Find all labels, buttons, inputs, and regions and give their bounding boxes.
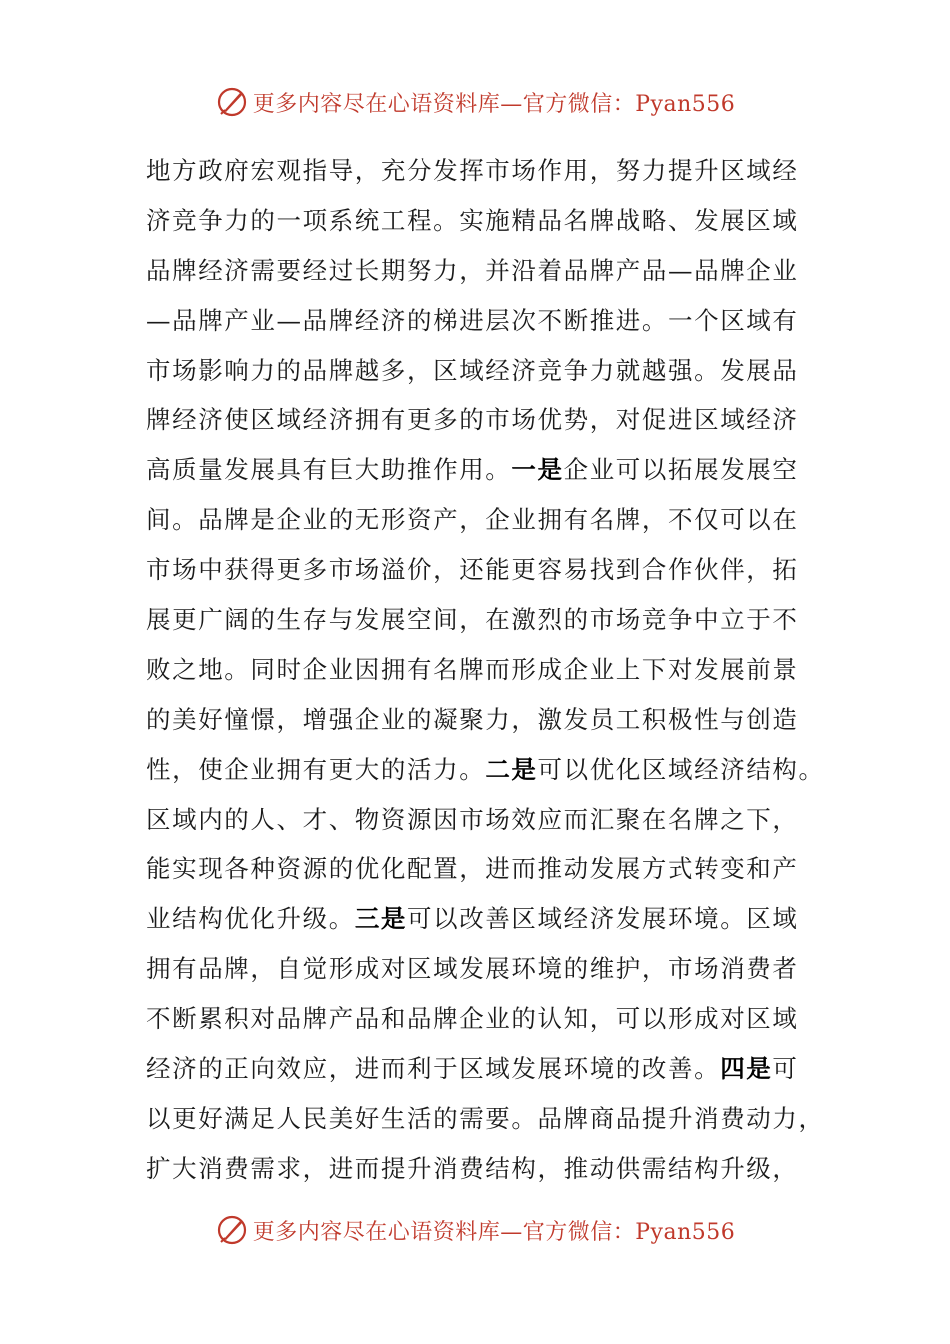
text-line (146, 196, 806, 246)
text-line (146, 894, 806, 944)
text-segment: 可以优化区域经济结构。 (537, 754, 825, 784)
header-banner (0, 82, 950, 122)
text-segment: 市场影响力的品牌越多，区域经济竞争力就越强。发展品 (146, 355, 799, 385)
text-line (146, 1144, 806, 1194)
text-segment: 展更广阔的生存与发展空间，在激烈的市场竞争中立于不 (146, 605, 799, 635)
text-line (146, 146, 806, 196)
banner-text: 更多内容尽在心语资料库—官方微信：Pyan556 (252, 91, 736, 117)
quill-pen-icon (215, 1213, 249, 1247)
text-line (146, 445, 806, 495)
text-line (146, 1044, 806, 1094)
wechat-id: Pyan556 (635, 1219, 736, 1245)
text-line (146, 595, 806, 645)
text-line (146, 844, 806, 894)
text-segment: 区域内的人、才、物资源因市场效应而汇聚在名牌之下， (146, 804, 799, 834)
text-segment: 可以改善区域经济发展环境。区域 (407, 904, 799, 934)
text-segment: 可 (772, 1054, 799, 1084)
text-line (146, 994, 806, 1044)
text-segment: 市场中获得更多市场溢价，还能更容易找到合作伙伴，拓 (146, 555, 799, 585)
text-line (146, 695, 806, 745)
text-segment: 能实现各种资源的优化配置，进而推动发展方式转变和产 (146, 854, 799, 884)
footer-banner (0, 1210, 950, 1250)
text-segment: 的美好憧憬，增强企业的凝聚力，激发员工积极性与创造 (146, 704, 799, 734)
document-body (146, 146, 825, 1194)
text-line (146, 545, 806, 595)
text-segment: 不断累积对品牌产品和品牌企业的认知，可以形成对区域 (146, 1004, 799, 1034)
text-segment: 以更好满足人民美好生活的需要。品牌商品提升消费动力， (146, 1103, 825, 1133)
text-segment: 牌经济使区域经济拥有更多的市场优势，对促进区域经济 (146, 405, 799, 435)
text-segment: 业结构优化升级。 (146, 904, 355, 934)
text-segment: 拥有品牌，自觉形成对区域发展环境的维护，市场消费者 (146, 954, 799, 984)
text-segment: 高质量发展具有巨大助推作用。 (146, 455, 512, 485)
banner-text: 更多内容尽在心语资料库—官方微信：Pyan556 (252, 1219, 736, 1245)
text-line (146, 795, 806, 845)
text-line (146, 495, 806, 545)
text-segment: 企业可以拓展发展空 (563, 455, 799, 485)
wechat-id: Pyan556 (635, 91, 736, 117)
text-segment: 扩大消费需求，进而提升消费结构，推动供需结构升级， (146, 1153, 799, 1183)
text-line (146, 1094, 825, 1144)
text-line (146, 246, 806, 296)
emphasis-text: 一是 (511, 455, 564, 485)
emphasis-text: 三是 (354, 904, 408, 934)
text-line (146, 944, 806, 994)
emphasis-text: 二是 (485, 754, 538, 784)
text-line (146, 346, 806, 396)
emphasis-text: 四是 (720, 1054, 773, 1084)
text-line (146, 296, 806, 346)
text-segment: 品牌经济需要经过长期努力，并沿着品牌产品—品牌企业 (146, 255, 799, 285)
quill-pen-icon (215, 85, 249, 119)
text-segment: 地方政府宏观指导，充分发挥市场作用，努力提升区域经 (146, 156, 799, 185)
text-line (146, 645, 806, 695)
text-segment: 性，使企业拥有更大的活力。 (146, 754, 486, 784)
text-line (146, 395, 806, 445)
text-segment: 间。品牌是企业的无形资产，企业拥有名牌，不仅可以在 (146, 505, 799, 535)
text-segment: 经济的正向效应，进而利于区域发展环境的改善。 (146, 1054, 721, 1084)
text-segment: 济竞争力的一项系统工程。实施精品名牌战略、发展区域 (146, 205, 799, 235)
text-line (146, 745, 825, 795)
text-segment: —品牌产业—品牌经济的梯进层次不断推进。一个区域有 (146, 305, 799, 335)
text-segment: 败之地。同时企业因拥有名牌而形成企业上下对发展前景 (146, 654, 799, 684)
